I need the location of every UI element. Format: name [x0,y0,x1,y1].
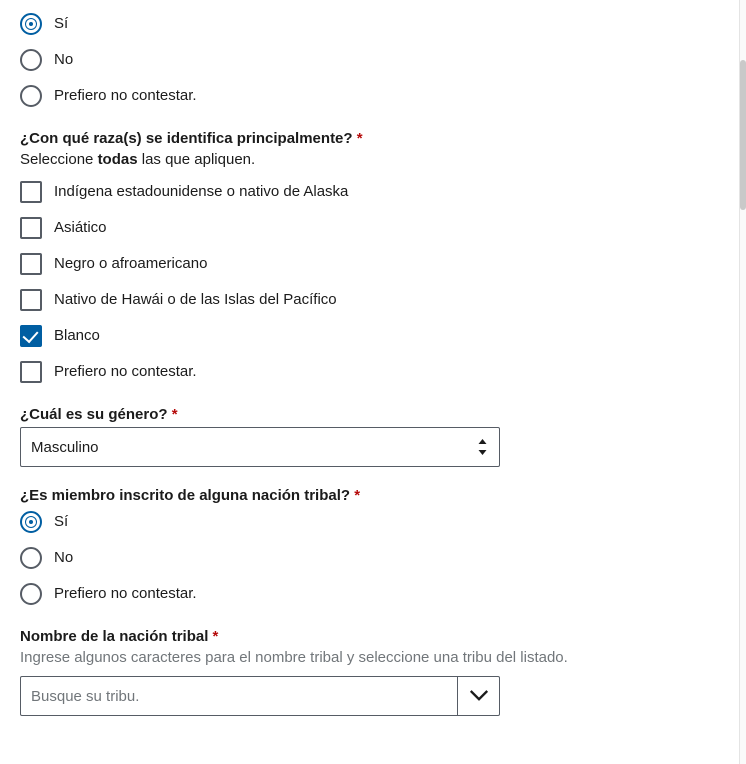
tribal-name-hint: Ingrese algunos caracteres para el nombre tribal y seleccione una tribu del listado. [20,649,568,666]
tribal-member-radio-group [20,508,706,608]
race-option-indigena[interactable] [20,178,706,206]
checkbox-icon[interactable] [20,289,42,311]
race-option-label: Blanco [54,327,100,344]
required-indicator: * [354,487,361,504]
tribal-member-option-si[interactable] [20,508,706,536]
tribal-name-question-title [20,628,706,645]
ethnicity-option-label: Sí [54,15,69,32]
required-indicator: * [356,130,363,147]
scrollbar-thumb[interactable] [740,60,746,210]
race-option-asiatico[interactable] [20,214,706,242]
gender-select[interactable] [20,427,500,467]
race-option-prefiero-no-contestar[interactable] [20,358,706,386]
tribal-member-option-label: Sí [54,513,69,530]
checkbox-icon[interactable] [20,361,42,383]
radio-icon[interactable] [20,547,42,569]
checkbox-icon[interactable] [20,253,42,275]
tribal-member-question-title [20,487,706,504]
gender-select-wrap [20,427,500,467]
tribal-name-question-text: Nombre de la nación tribal [20,628,209,645]
tribal-name-combobox-wrap [20,676,500,716]
race-option-nativo-de-hawai[interactable] [20,286,706,314]
gender-question-title [20,406,706,423]
race-option-blanco[interactable] [20,322,706,350]
required-indicator: * [212,628,219,645]
scrollbar-track[interactable] [740,0,746,764]
ethnicity-option-si[interactable] [20,10,706,38]
race-option-label: Asiático [54,219,107,236]
tribal-member-option-no[interactable] [20,544,706,572]
tribal-member-question-text: ¿Es miembro inscrito de alguna nación tribal? [20,487,351,504]
race-option-label: Nativo de Hawái o de las Islas del Pacífico [54,291,337,308]
race-question-title [20,130,706,147]
race-option-negro-o-afroamericano[interactable] [20,250,706,278]
ethnicity-option-no[interactable] [20,46,706,74]
tribal-member-option-label: Prefiero no contestar. [54,585,197,602]
required-indicator: * [171,406,178,423]
race-option-label: Negro o afroamericano [54,255,208,272]
race-checkbox-group [20,178,706,386]
checkbox-icon[interactable] [20,325,42,347]
gender-select-value: Masculino [31,438,99,456]
race-question-text: ¿Con qué raza(s) se identifica principalmente? [20,130,353,147]
checkbox-icon[interactable] [20,181,42,203]
gender-question-text: ¿Cuál es su género? [20,406,168,423]
ethnicity-option-label: Prefiero no contestar. [54,87,197,104]
race-hint-post: las que apliquen. [137,151,256,168]
ethnicity-option-label: No [54,51,74,68]
ethnicity-option-prefiero-no-contestar[interactable] [20,82,706,110]
tribal-name-input[interactable] [20,676,500,716]
race-question-hint [20,151,706,168]
race-option-label: Prefiero no contestar. [54,363,197,380]
radio-icon[interactable] [20,49,42,71]
race-option-label: Indígena estadounidense o nativo de Alaska [54,183,349,200]
race-hint-bold: todas [97,151,138,168]
race-hint-pre: Seleccione [20,151,98,168]
tribal-member-option-prefiero-no-contestar[interactable] [20,580,706,608]
radio-icon[interactable] [20,511,42,533]
ethnicity-radio-group [20,10,706,110]
checkbox-icon[interactable] [20,217,42,239]
radio-icon[interactable] [20,583,42,605]
radio-icon[interactable] [20,13,42,35]
radio-icon[interactable] [20,85,42,107]
tribal-member-option-label: No [54,549,74,566]
